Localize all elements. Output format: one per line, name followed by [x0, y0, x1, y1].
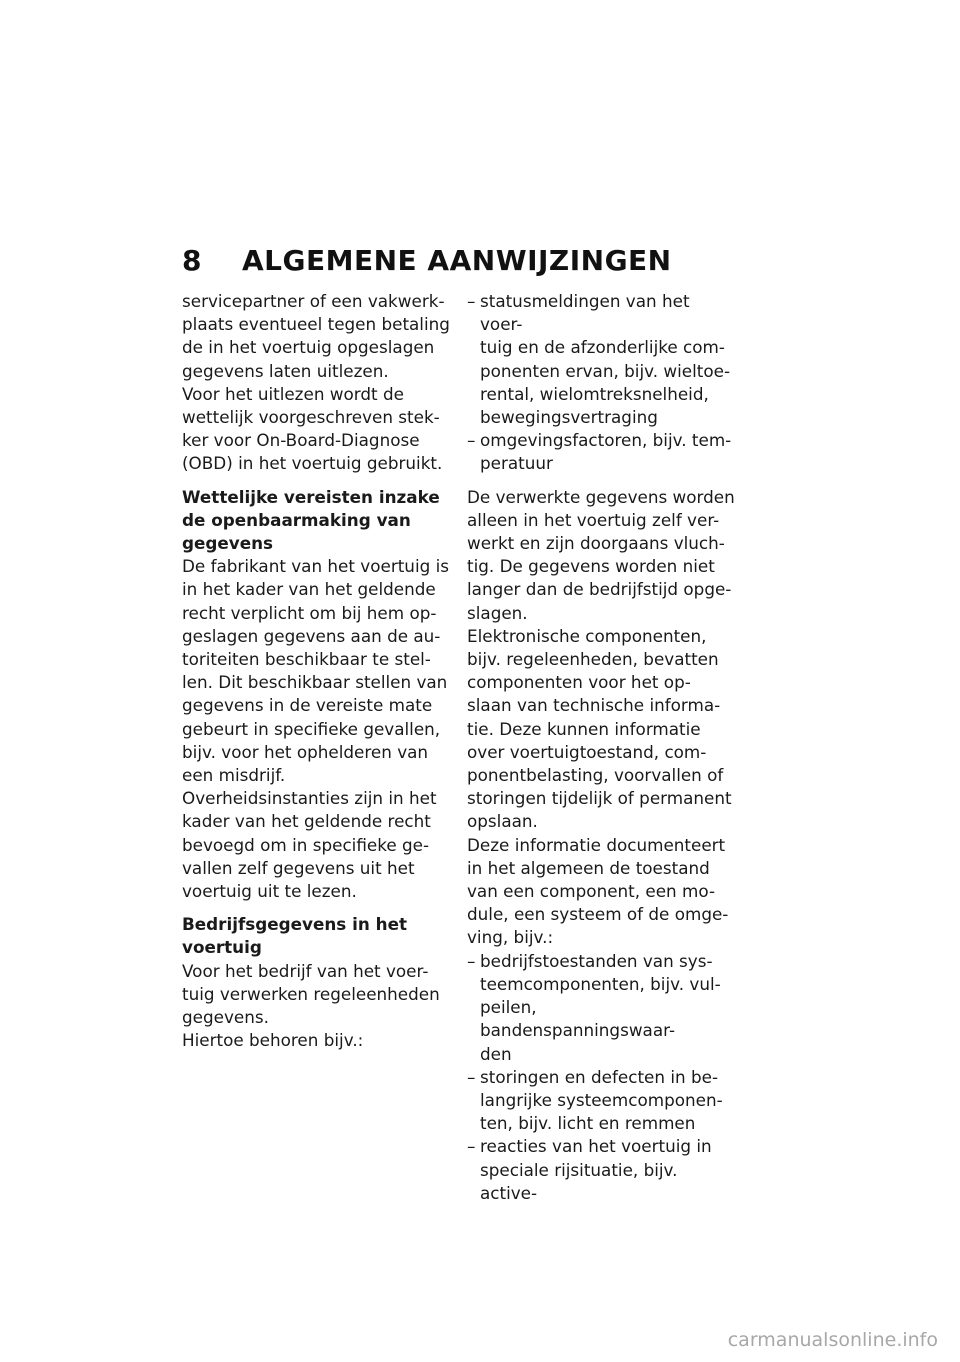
paragraph: De fabrikant van het voertuig is in het kader van het geldende recht verplicht om bij hem op- geslagen gegevens aan de au- toriteiten beschikbaar te stel- len. Dit beschikbaar stellen van gegevens in de vereiste mate gebeurt in specifieke gevallen, bijv. voor het ophelderen van een misdrijf. [182, 556, 449, 786]
status-list [467, 290, 735, 476]
page-title [182, 244, 672, 277]
chapter-number: 8 [182, 244, 202, 277]
paragraph: Elektronische componenten, bijv. regeleenheden, bevatten componenten voor het op- slaan van technische informa- tie. Deze kunnen informatie over voertuigtoestand, com- ponentbelasting, voorvallen of storingen tijdelijk of permanent opslaan. [467, 625, 732, 832]
list-item: – bedrijfstoestanden van sys- teemcomponenten, bijv. vul- peilen, bandenspanningswaar- den [467, 950, 721, 1064]
paragraph: Hiertoe behoren bijv.: [182, 1030, 364, 1051]
dash-bullet: – [467, 950, 476, 971]
list-item: – storingen en defecten in be- langrijke systeemcomponen- ten, bijv. licht en remmen [467, 1066, 723, 1134]
list-item: – omgevingsfactoren, bijv. tem- peratuur [467, 430, 732, 474]
section-heading: Bedrijfsgegevens in het voertuig [182, 914, 408, 958]
paragraph: Deze informatie documenteert in het algemeen de toestand van een component, een mo- dule, een systeem of de omge- ving, bijv.: [467, 834, 729, 948]
right-column [467, 290, 735, 1205]
paragraph: Voor het uitlezen wordt de wettelijk voorgeschreven stek- ker voor On-Board-Diagnose (OBD) in het voertuig gebruikt. [182, 383, 443, 474]
dash-bullet: – [467, 430, 476, 451]
paragraph: Voor het bedrijf van het voer- tuig verwerken regeleenheden gegevens. [182, 960, 440, 1028]
list-item: – reacties van het voertuig in speciale rijsituatie, bijv. active- [467, 1136, 712, 1203]
paragraph: servicepartner of een vakwerk- plaats eventueel tegen betaling de in het voertuig opgeslagen gegevens laten uitlezen. [182, 291, 450, 381]
chapter-title: ALGEMENE AANWIJZINGEN [242, 244, 672, 277]
dash-bullet: – [467, 1136, 476, 1157]
dash-bullet: – [467, 1066, 476, 1087]
paragraph: De verwerkte gegevens worden alleen in het voertuig zelf ver- werkt en zijn doorgaans vluch- tig. De gegevens worden niet langer dan de bedrijfstijd opge- slagen. [467, 486, 735, 623]
section-heading: Wettelijke vereisten inzake de openbaarmaking van gegevens [182, 486, 440, 554]
left-column [182, 290, 450, 1063]
dash-bullet: – [467, 291, 476, 311]
operating-states-list [467, 950, 735, 1205]
paragraph: Overheidsinstanties zijn in het kader van het geldende recht bevoegd om in specifieke ge- vallen zelf gegevens uit het voertuig uit te lezen. [182, 788, 437, 902]
watermark-text: carmanualsonline.info [727, 1329, 938, 1351]
list-item: – statusmeldingen van het voer- tuig en de afzonderlijke com- ponenten ervan, bijv. wieltoe- rental, wielomtreksnelheid, bewegingsvertraging [467, 291, 731, 428]
